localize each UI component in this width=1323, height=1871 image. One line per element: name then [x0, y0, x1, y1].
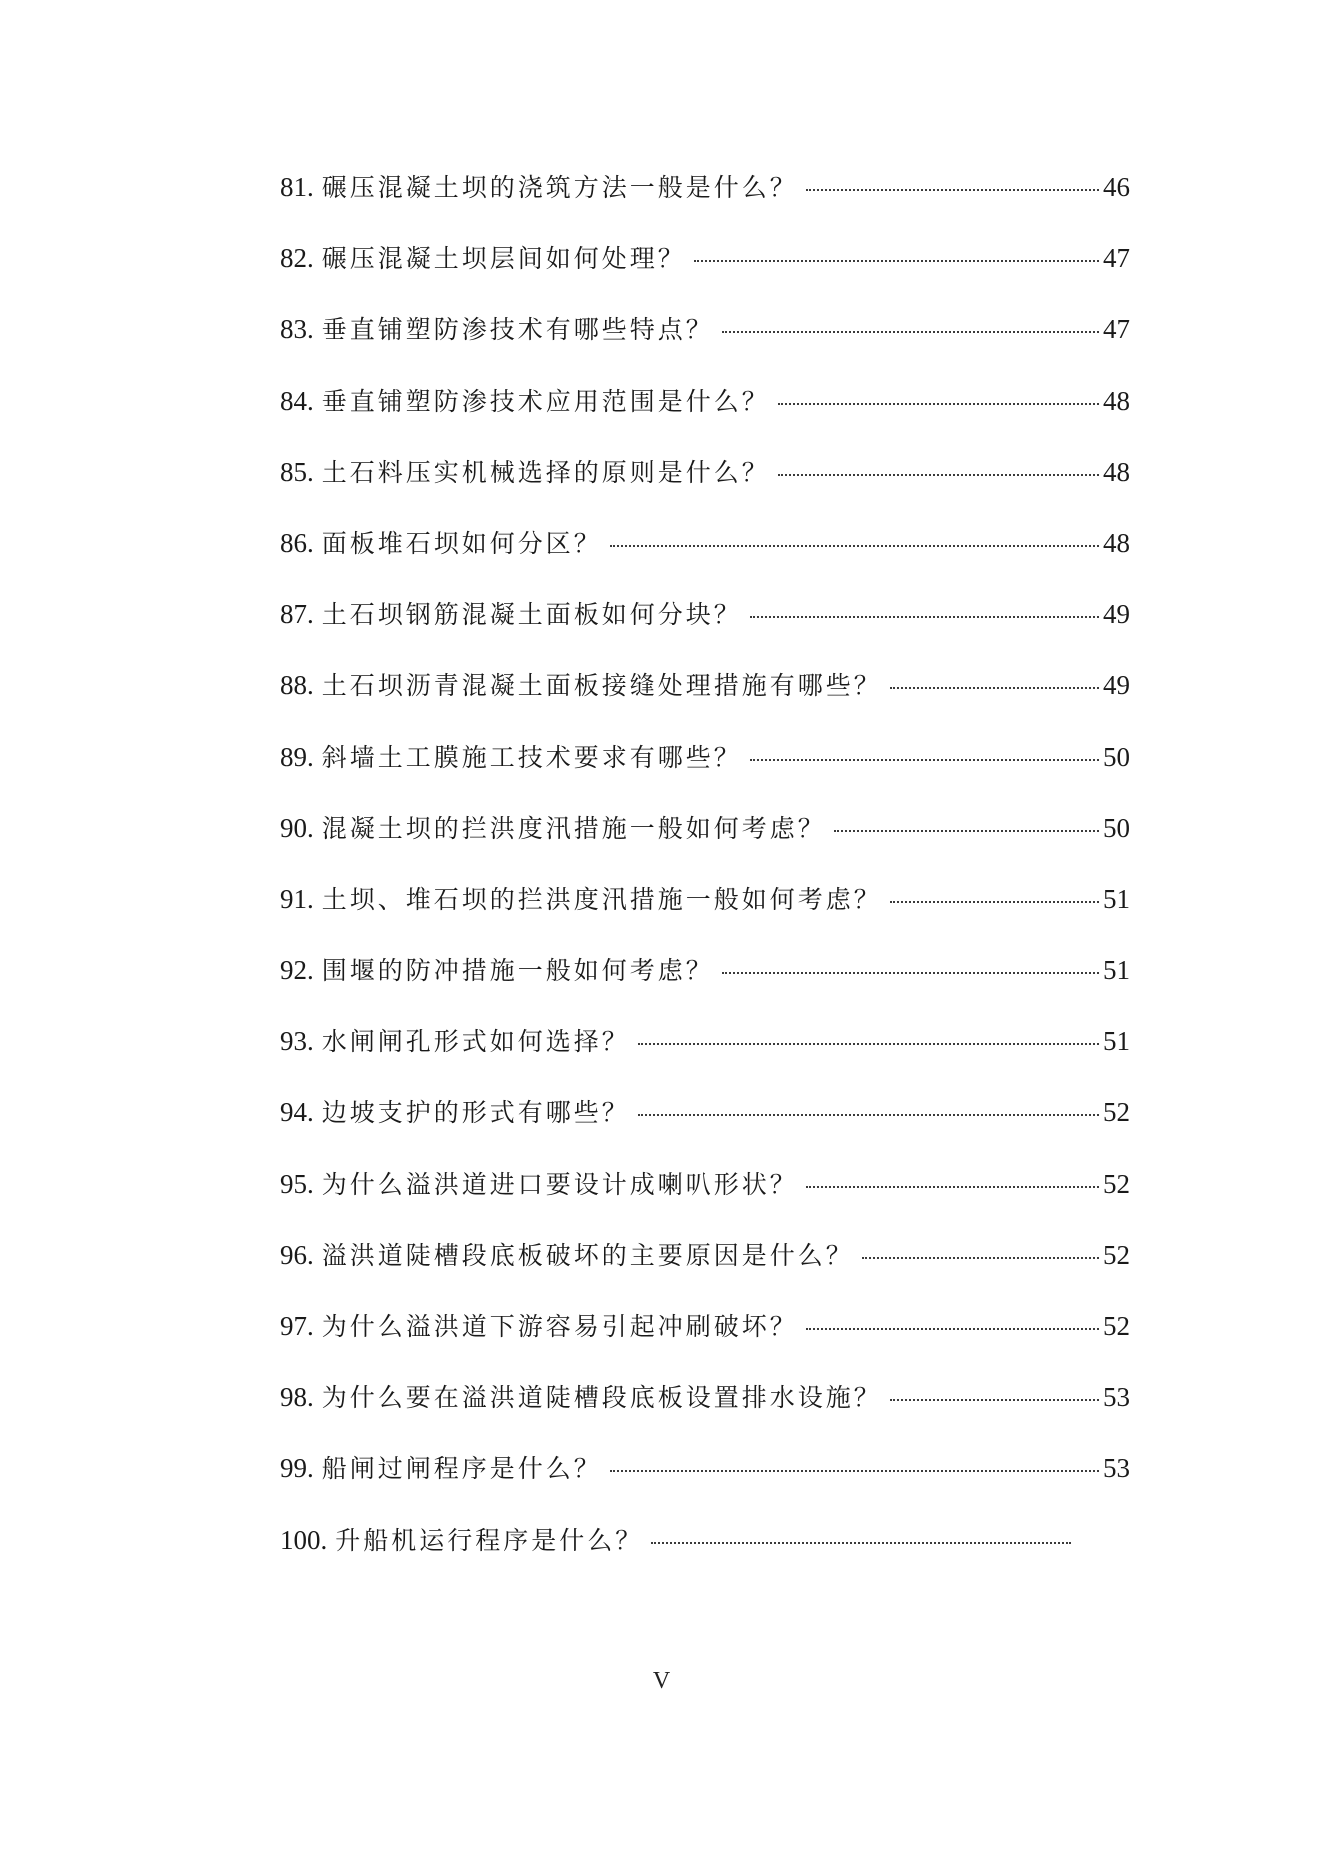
toc-entry-91[interactable] — [280, 880, 1130, 951]
entry-page-number: 53 — [1103, 1453, 1130, 1484]
toc-entry-84[interactable] — [280, 382, 1130, 453]
entry-title: 为什么要在溢洪道陡槽段底板设置排水设施？ — [321, 1383, 882, 1413]
entry-number: 99. — [280, 1453, 314, 1484]
entry-page-number: 52 — [1103, 1168, 1130, 1199]
entry-number: 83. — [280, 314, 314, 345]
toc-entry-100[interactable] — [280, 1521, 1130, 1592]
dot-leader — [890, 1399, 1099, 1401]
entry-number: 97. — [280, 1311, 314, 1341]
entry-title: 碾压混凝土坝的浇筑方法一般是什么？ — [321, 173, 798, 202]
entry-title: 混凝土坝的拦洪度汛措施一般如何考虑？ — [321, 813, 826, 843]
entry-number: 95. — [280, 1168, 314, 1199]
entry-number: 88. — [280, 670, 314, 701]
entry-number: 94. — [280, 1097, 314, 1128]
entry-page-number: 53 — [1103, 1382, 1130, 1413]
dot-leader — [638, 1114, 1099, 1116]
dot-leader — [862, 1257, 1099, 1259]
entry-title: 围堰的防冲措施一般如何考虑？ — [321, 956, 714, 986]
entry-number: 84. — [280, 385, 314, 416]
toc-entry-95[interactable] — [280, 1165, 1130, 1236]
entry-page-number: 47 — [1103, 243, 1130, 274]
entry-title: 为什么溢洪道下游容易引起冲刷破坏？ — [321, 1312, 798, 1341]
entry-number: 81. — [280, 172, 314, 202]
toc-entry-82[interactable] — [280, 239, 1130, 310]
dot-leader — [610, 545, 1099, 547]
entry-title: 斜墙土工膜施工技术要求有哪些？ — [321, 742, 742, 772]
entry-title: 船闸过闸程序是什么？ — [321, 1454, 602, 1484]
entry-title: 为什么溢洪道进口要设计成喇叭形状？ — [321, 1169, 798, 1199]
entry-page-number: 50 — [1103, 741, 1130, 772]
dot-leader — [778, 474, 1099, 476]
entry-number: 92. — [280, 955, 314, 986]
toc-entry-97[interactable] — [280, 1307, 1130, 1378]
dot-leader — [722, 972, 1099, 974]
toc-entry-81[interactable] — [280, 168, 1130, 239]
entry-page-number: 48 — [1103, 385, 1130, 416]
entry-page-number: 52 — [1103, 1097, 1130, 1128]
entry-page-number: 50 — [1103, 812, 1130, 843]
toc-entry-86[interactable] — [280, 524, 1130, 595]
entry-number: 85. — [280, 456, 314, 487]
dot-leader — [890, 687, 1099, 689]
toc-entry-96[interactable] — [280, 1236, 1130, 1307]
entry-page-number: 49 — [1103, 599, 1130, 630]
dot-leader — [722, 331, 1099, 333]
dot-leader — [806, 1328, 1099, 1330]
dot-leader — [806, 1186, 1099, 1188]
toc-entry-88[interactable] — [280, 666, 1130, 737]
entry-number: 82. — [280, 243, 314, 274]
entry-title: 土石坝沥青混凝土面板接缝处理措施有哪些？ — [321, 671, 882, 701]
entry-title: 面板堆石坝如何分区？ — [321, 528, 602, 558]
entry-page-number: 49 — [1103, 670, 1130, 701]
entry-number: 91. — [280, 883, 314, 914]
toc-entry-94[interactable] — [280, 1093, 1130, 1164]
entry-page-number: 48 — [1103, 527, 1130, 558]
dot-leader — [890, 901, 1099, 903]
entry-title: 边坡支护的形式有哪些？ — [321, 1098, 630, 1128]
entry-number: 98. — [280, 1382, 314, 1413]
entry-page-number: 51 — [1103, 883, 1130, 914]
entry-number: 96. — [280, 1239, 314, 1270]
toc-entry-93[interactable] — [280, 1022, 1130, 1093]
dot-leader — [638, 1043, 1099, 1045]
entry-page-number: 51 — [1103, 955, 1130, 986]
entry-number: 89. — [280, 741, 314, 772]
entry-number: 90. — [280, 812, 314, 843]
entry-page-number: 46 — [1103, 172, 1130, 202]
dot-leader — [750, 759, 1099, 761]
dot-leader — [694, 260, 1099, 262]
table-of-contents — [280, 168, 1130, 1592]
dot-leader — [778, 403, 1099, 405]
entry-number: 93. — [280, 1026, 314, 1057]
entry-page-number: 52 — [1103, 1239, 1130, 1270]
entry-page-number: 47 — [1103, 314, 1130, 345]
entry-title: 土石料压实机械选择的原则是什么？ — [321, 457, 770, 487]
dot-leader — [750, 616, 1099, 618]
toc-entry-87[interactable] — [280, 595, 1130, 666]
toc-entry-99[interactable] — [280, 1449, 1130, 1520]
toc-entry-90[interactable] — [280, 809, 1130, 880]
entry-title: 土石坝钢筋混凝土面板如何分块？ — [321, 600, 742, 630]
entry-page-number: 48 — [1103, 456, 1130, 487]
entry-page-number: 52 — [1103, 1311, 1130, 1341]
entry-title: 土坝、堆石坝的拦洪度汛措施一般如何考虑？ — [321, 884, 882, 914]
toc-entry-83[interactable] — [280, 310, 1130, 381]
page-number-footer: V — [652, 1668, 671, 1694]
entry-number: 87. — [280, 599, 314, 630]
dot-leader — [651, 1542, 1071, 1544]
toc-entry-92[interactable] — [280, 951, 1130, 1022]
entry-title: 溢洪道陡槽段底板破坏的主要原因是什么？ — [321, 1240, 854, 1270]
entry-number: 86. — [280, 527, 314, 558]
entry-title: 水闸闸孔形式如何选择？ — [321, 1027, 630, 1057]
entry-title: 碾压混凝土坝层间如何处理？ — [321, 244, 686, 274]
toc-entry-89[interactable] — [280, 738, 1130, 809]
entry-number: 100. — [280, 1524, 328, 1555]
entry-title: 升船机运行程序是什么？ — [335, 1525, 644, 1555]
entry-page-number: 51 — [1103, 1026, 1130, 1057]
entry-title: 垂直铺塑防渗技术有哪些特点？ — [321, 315, 714, 345]
dot-leader — [806, 189, 1099, 191]
toc-entry-98[interactable] — [280, 1378, 1130, 1449]
toc-entry-85[interactable] — [280, 453, 1130, 524]
dot-leader — [834, 830, 1099, 832]
dot-leader — [610, 1470, 1099, 1472]
entry-title: 垂直铺塑防渗技术应用范围是什么？ — [321, 386, 770, 416]
